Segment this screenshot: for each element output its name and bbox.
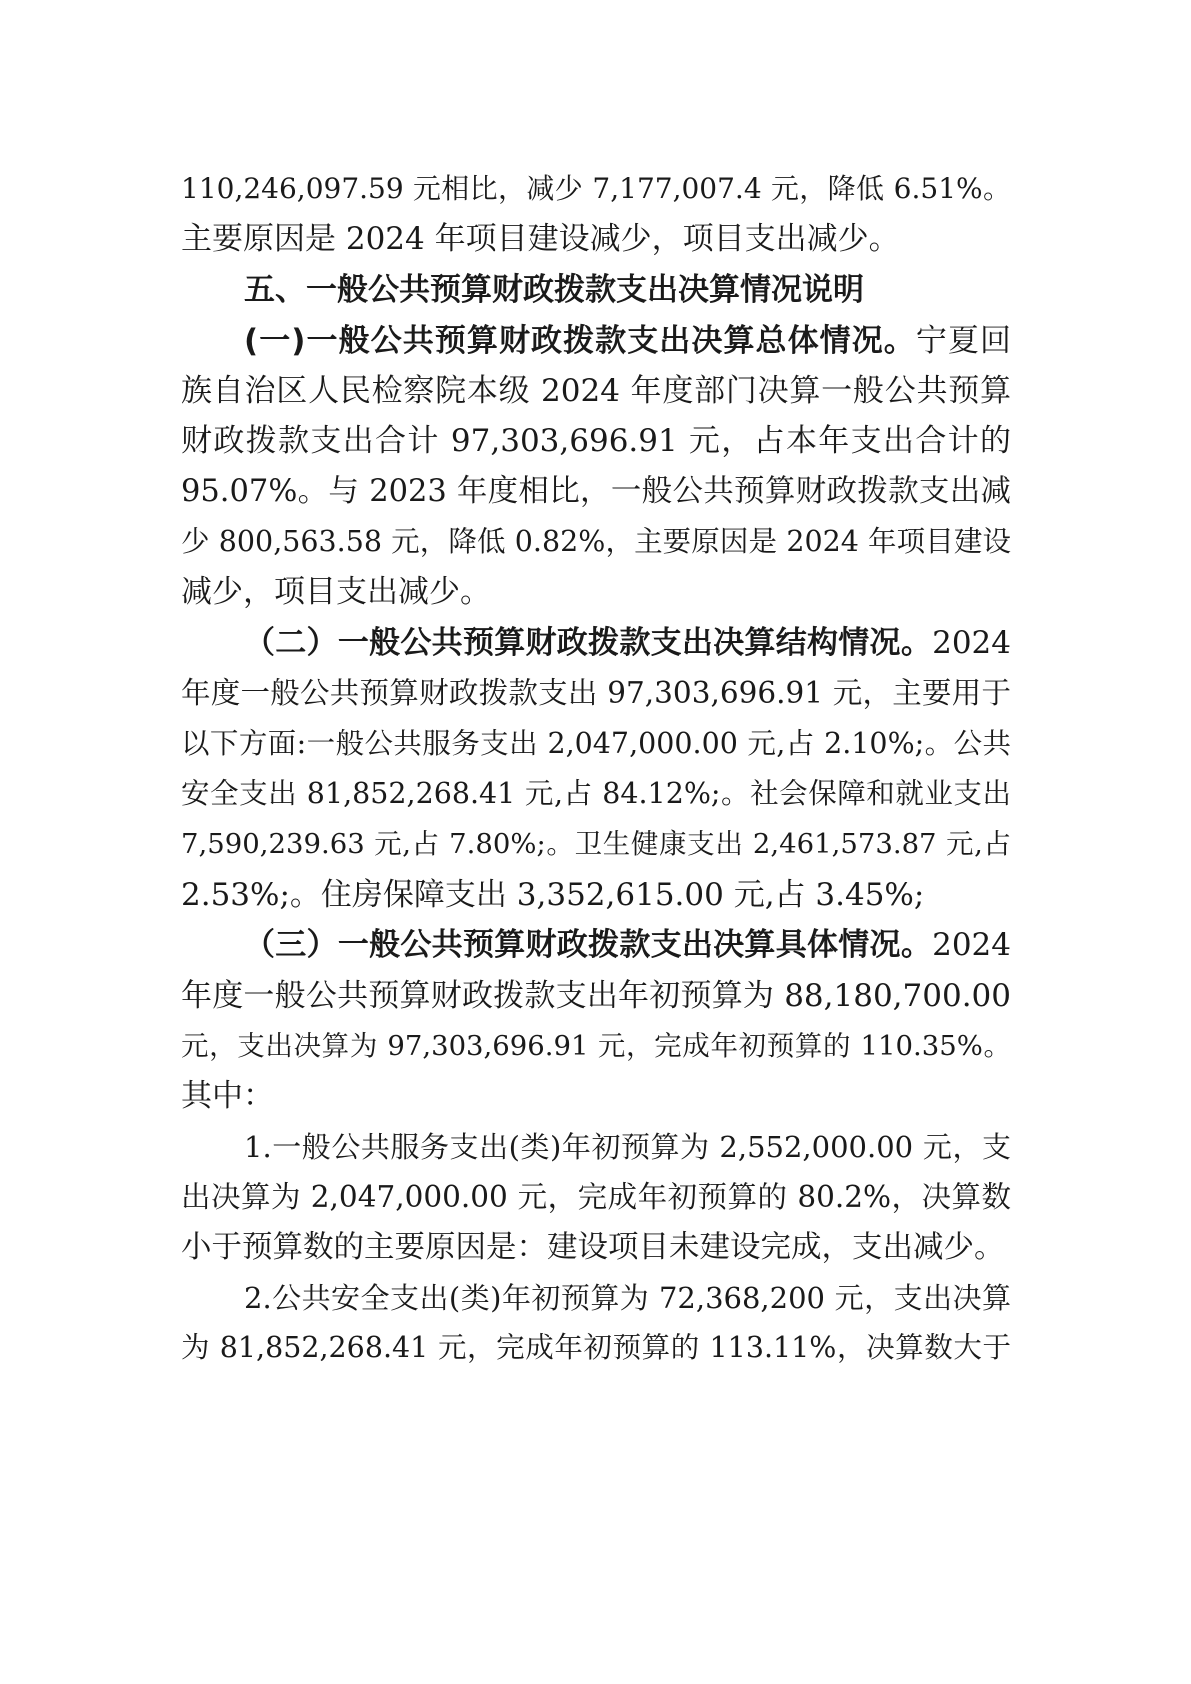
text-line: 其中： [181, 1078, 274, 1114]
paragraph-tail: 宁夏回 [915, 323, 1011, 359]
paragraph-first-line: 2.公共安全支出(类)年初预算为 72,368,200 元，支出决算 [244, 1281, 1011, 1315]
text-line: 减少，项目支出减少。 [181, 574, 491, 610]
paragraph-heading: （三）一般公共预算财政拨款支出决算具体情况。 [244, 927, 933, 963]
text-line: 族自治区人民检察院本级 2024 年度部门决算一般公共预算 [181, 373, 1011, 409]
text-line: 110,246,097.59 元相比，减少 7,177,007.4 元，降低 6.51%。 [181, 172, 1011, 205]
text-line: 以下方面:一般公共服务支出 2,047,000.00 元,占 2.10%;。公共 [181, 727, 1011, 760]
text-line: 为 81,852,268.41 元，完成年初预算的 113.11%，决算数大于 [181, 1331, 1011, 1364]
text-line: 元，支出决算为 97,303,696.91 元，完成年初预算的 110.35%。 [181, 1030, 1011, 1062]
text-line: 7,590,239.63 元,占 7.80%;。卫生健康支出 2,461,573.87 元,占 [181, 828, 1011, 860]
paragraph-heading: （二）一般公共预算财政拨款支出决算结构情况。 [244, 625, 933, 661]
paragraph-tail: 2024 [932, 927, 1011, 963]
paragraph-first-line: 1.一般公共服务支出(类)年初预算为 2,552,000.00 元，支 [244, 1130, 1011, 1164]
text-line: 出决算为 2,047,000.00 元，完成年初预算的 80.2%，决算数 [181, 1180, 1011, 1214]
text-line: 财政拨款支出合计 97,303,696.91 元，占本年支出合计的 [181, 423, 1011, 459]
text-line: 2.53%;。住房保障支出 3,352,615.00 元,占 3.45%; [181, 877, 925, 913]
paragraph-first-line [244, 918, 1011, 972]
paragraph-heading: (一)一般公共预算财政拨款支出决算总体情况。 [244, 323, 916, 359]
text-line: 年度一般公共预算财政拨款支出年初预算为 88,180,700.00 [181, 978, 1011, 1014]
text-line: 小于预算数的主要原因是：建设项目未建设完成，支出减少。 [181, 1230, 1005, 1265]
text-line: 少 800,563.58 元，降低 0.82%，主要原因是 2024 年项目建设 [181, 525, 1011, 558]
section-title: 五、一般公共预算财政拨款支出决算情况说明 [244, 272, 864, 308]
text-line: 95.07%。与 2023 年度相比，一般公共预算财政拨款支出减 [181, 474, 1011, 509]
paragraph-tail: 2024 [932, 625, 1011, 661]
text-line: 主要原因是 2024 年项目建设减少，项目支出减少。 [181, 221, 900, 257]
text-line: 安全支出 81,852,268.41 元,占 84.12%;。社会保障和就业支出 [181, 777, 1011, 810]
paragraph-first-line [244, 314, 1011, 368]
text-line: 年度一般公共预算财政拨款支出 97,303,696.91 元，主要用于 [181, 676, 1011, 710]
paragraph-first-line [244, 616, 1011, 670]
